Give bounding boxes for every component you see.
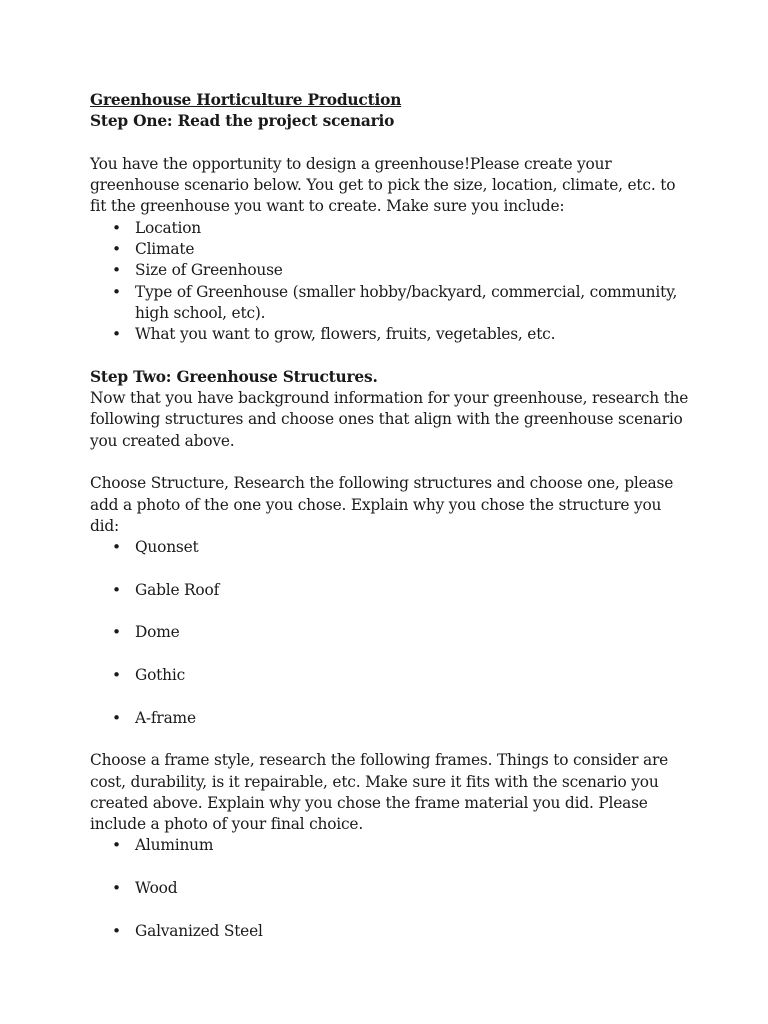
list-item: • Dome [90, 622, 690, 643]
spacer [90, 133, 690, 154]
step-one-heading: Step One: Read the project scenario [90, 112, 395, 131]
step-two-heading: Step Two: Greenhouse Structures. [90, 367, 378, 386]
step-one-intro: You have the opportunity to design a greenhouse!Please create your greenhouse scenario below. You get to pick the size, location, climate, etc. to fit the greenhouse you want to create. Make sure you include: [90, 154, 676, 216]
list-item: • Wood [90, 878, 690, 899]
structures-list [90, 537, 690, 729]
list-item: • Galvanized Steel [90, 921, 690, 942]
spacer [90, 346, 690, 367]
list-item: • What you want to grow, flowers, fruits, vegetables, etc. [90, 324, 690, 345]
list-item: • Size of Greenhouse [90, 260, 690, 281]
list-item: • Type of Greenhouse (smaller hobby/backyard, commercial, community, high school, etc). [90, 282, 690, 325]
list-item: • Gothic [90, 665, 690, 686]
list-item: • Gable Roof [90, 580, 690, 601]
document-title: Greenhouse Horticulture Production [90, 91, 402, 109]
document-page [90, 90, 690, 963]
list-item: • Aluminum [90, 835, 690, 856]
structure-prompt: Choose Structure, Research the following structures and choose one, please add a photo of the one you chose. Explain why you chose the structure you did: [90, 474, 674, 535]
list-item: • Location [90, 218, 690, 239]
step-two-intro: Now that you have background information for your greenhouse, research the following structures and choose ones that align with the greenhouse scenario you created above. [90, 389, 689, 450]
list-item: • Quonset [90, 537, 690, 558]
spacer [90, 452, 690, 473]
frames-list [90, 835, 690, 941]
scenario-requirements-list [90, 218, 690, 346]
list-item: • Climate [90, 239, 690, 260]
list-item: • A-frame [90, 708, 690, 729]
frame-prompt: Choose a frame style, research the following frames. Things to consider are cost, durability, is it repairable, etc. Make sure it fits with the scenario you created above. Explain why you chose the frame material you did. Please include a photo of your final choice. [90, 751, 669, 834]
